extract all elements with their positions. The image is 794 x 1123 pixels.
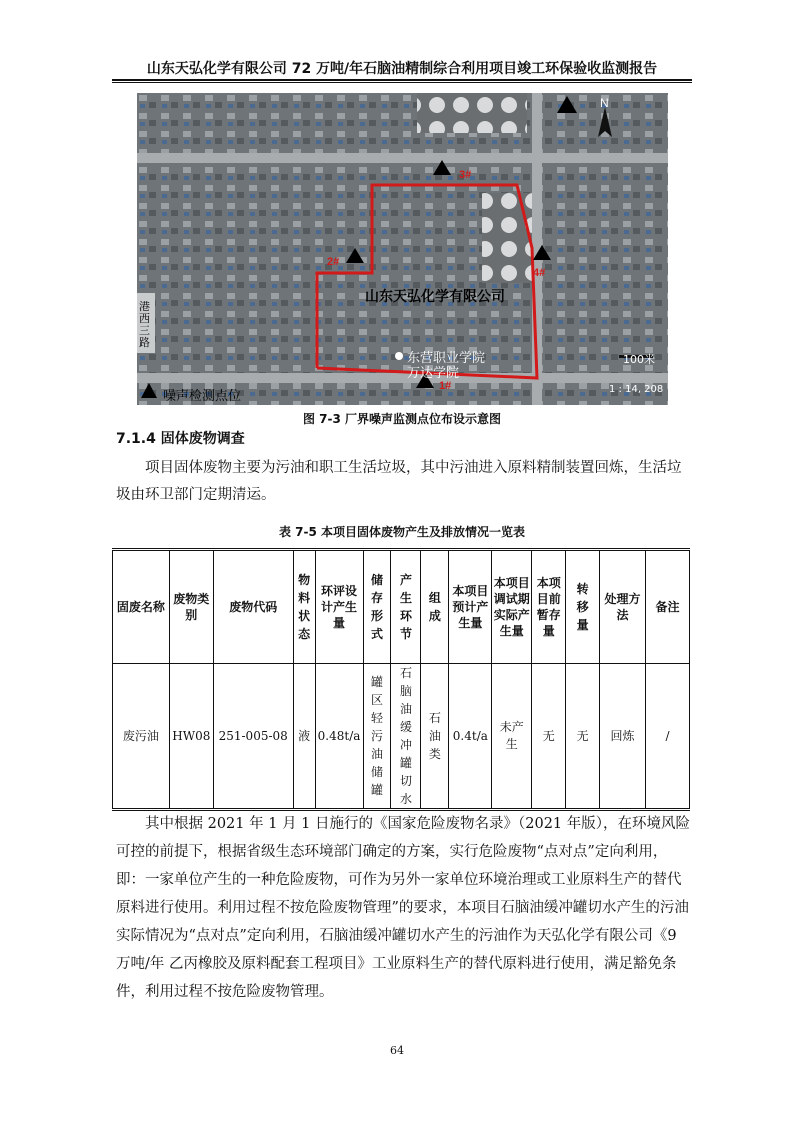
- cell-composition: 石油类: [421, 664, 449, 810]
- th-generation-stage: 产生环节: [391, 550, 421, 664]
- th-storage-form: 储存形式: [363, 550, 391, 664]
- header-rule-thin: [112, 82, 692, 83]
- cell-storage-amount: 无: [532, 664, 566, 810]
- th-transfer-amount: 转移量: [566, 550, 600, 664]
- th-waste-category: 废物类别: [169, 550, 213, 664]
- th-waste-name: 固废名称: [113, 550, 170, 664]
- school-label-1: 东营职业学院: [407, 351, 486, 366]
- road-label: 港西三路: [139, 300, 150, 349]
- header-rule: [112, 79, 692, 81]
- figure-caption: 图 7-3 厂界噪声监测点位布设示意图: [302, 412, 502, 426]
- page-number: 64: [390, 1044, 404, 1057]
- svg-text:N: N: [600, 96, 609, 110]
- table-row: [113, 664, 690, 810]
- th-remarks: 备注: [645, 550, 689, 664]
- th-design-output: 环评设计产生量: [315, 550, 363, 664]
- paragraph-2: 其中根据 2021 年 1 月 1 日施行的《国家危险废物名录》（2021 年版），在环境风险可控的前提下，根据省级生态环境部门确定的方案，实行危险废物“点对点”定向利用，即：一家单位产生的一种危险废物，可作为另外一家单位环境治理或工业原料生产的替代原料进行使用。利用过程不按危险废物管理”的要求，本项目石脑油缓冲罐切水产生的污油实际情况为“点对点”定向利用，石脑油缓冲罐切水产生的污油作为天弘化学有限公司《9 万吨/年 乙丙橡胶及原料配套工程项目》工业原料生产的替代原料进行使用，满足豁免条件，利用过程不按危险废物管理。: [116, 816, 691, 1000]
- cell-storage-form: 罐区轻污油储罐: [363, 664, 391, 810]
- th-actual-output: 本项目调试期实际产生量: [492, 550, 532, 664]
- cell-remarks: /: [645, 664, 689, 810]
- cell-actual-output: 未产生: [492, 664, 532, 810]
- point-1-label: 1#: [439, 380, 452, 392]
- cell-waste-name: 废污油: [113, 664, 170, 810]
- point-3-label: 3#: [459, 169, 472, 181]
- cell-waste-code: 251-005-08: [213, 664, 293, 810]
- section-title: 7.1.4 固体废物调查: [116, 431, 245, 447]
- table-caption: 表 7-5 本项目固体废物产生及排放情况一览表: [278, 525, 526, 539]
- scale-bar-label: 100米: [623, 353, 655, 366]
- th-material-state: 物料状态: [293, 550, 315, 664]
- th-expected-output: 本项目预计产生量: [449, 550, 492, 664]
- th-treatment: 处理方法: [600, 550, 646, 664]
- point-2-label: 2#: [327, 256, 340, 268]
- cell-treatment: 回炼: [600, 664, 646, 810]
- cell-design-output: 0.48t/a: [315, 664, 363, 810]
- cell-expected-output: 0.4t/a: [449, 664, 492, 810]
- school-label-2: 万达学院: [407, 366, 460, 381]
- legend-label: 噪声检测点位: [163, 389, 242, 404]
- company-label: 山东天弘化学有限公司: [365, 289, 505, 305]
- cell-waste-category: HW08: [169, 664, 213, 810]
- scale-ratio: 1 : 14, 208: [609, 384, 664, 395]
- cell-material-state: 液: [293, 664, 315, 810]
- th-waste-code: 废物代码: [213, 550, 293, 664]
- cell-transfer-amount: 无: [566, 664, 600, 810]
- paragraph-1: 项目固体废物主要为污油和职工生活垃圾，其中污油进入原料精制装置回炼，生活垃圾由环卫部门定期清运。: [116, 460, 682, 503]
- th-storage-amount: 本项目前暂存量: [532, 550, 566, 664]
- satellite-map: [137, 93, 668, 405]
- th-composition: 组成: [421, 550, 449, 664]
- solid-waste-table: [112, 548, 690, 811]
- map-graphic: [137, 93, 668, 405]
- point-4-label: 4#: [533, 267, 546, 279]
- cell-generation-stage: 石脑油缓冲罐切水: [391, 664, 421, 810]
- table-header-row: [113, 550, 690, 664]
- page-header: 山东天弘化学有限公司 72 万吨/年石脑油精制综合利用项目竣工环保验收监测报告: [146, 61, 658, 77]
